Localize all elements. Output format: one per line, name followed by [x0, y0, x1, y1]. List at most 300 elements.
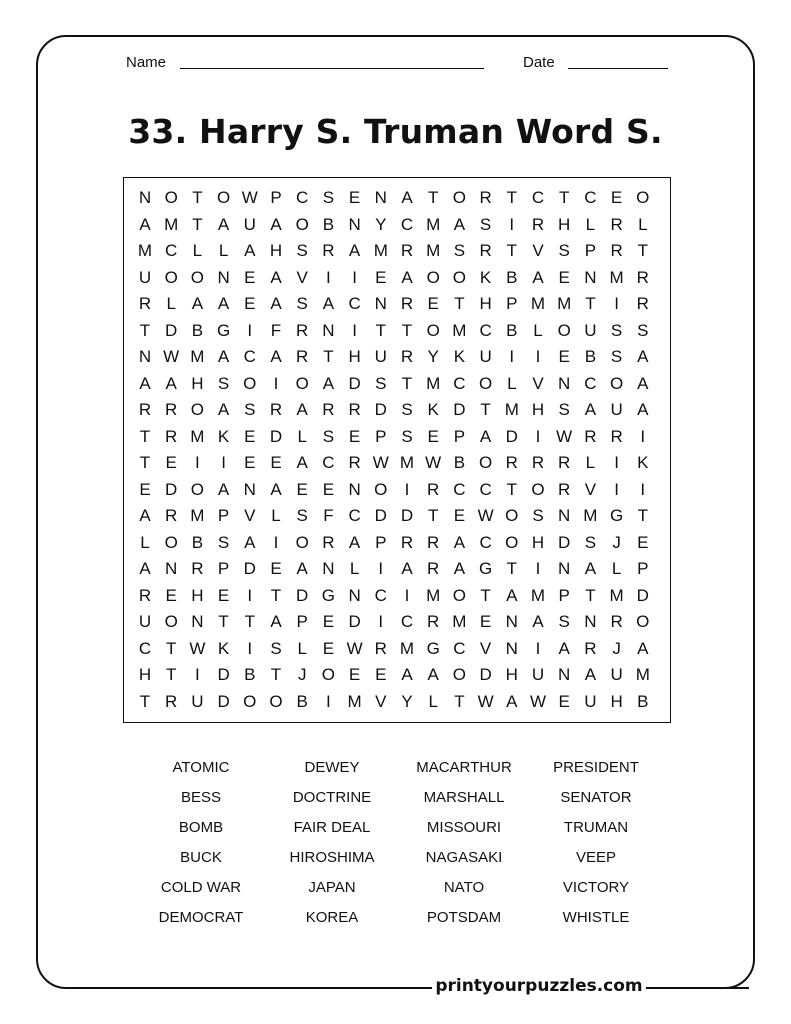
grid-letter[interactable]: P [217, 559, 230, 578]
grid-letter[interactable]: C [374, 585, 387, 605]
grid-letter[interactable]: E [322, 638, 335, 658]
grid-letter[interactable]: M [583, 506, 598, 525]
grid-letter[interactable]: I [247, 585, 253, 605]
grid-letter[interactable]: R [531, 214, 545, 234]
grid-letter[interactable]: A [584, 400, 597, 419]
grid-letter[interactable]: B [296, 691, 308, 711]
grid-letter[interactable]: M [399, 638, 415, 658]
grid-letter[interactable]: D [296, 585, 309, 605]
grid-letter[interactable]: L [507, 373, 517, 393]
grid-letter[interactable]: Y [401, 691, 413, 711]
grid-letter[interactable]: E [348, 426, 361, 446]
grid-letter[interactable]: N [374, 294, 387, 313]
grid-letter[interactable]: A [322, 373, 335, 393]
grid-letter[interactable]: D [505, 426, 518, 446]
grid-letter[interactable]: K [453, 347, 466, 366]
grid-letter[interactable]: R [610, 426, 623, 446]
grid-letter[interactable]: S [401, 426, 413, 446]
grid-letter[interactable]: C [138, 638, 152, 658]
grid-letter[interactable]: I [614, 294, 619, 313]
grid-letter[interactable]: A [453, 559, 466, 578]
grid-letter[interactable]: H [479, 294, 492, 313]
grid-letter[interactable]: T [139, 453, 151, 472]
grid-letter[interactable]: S [322, 426, 335, 446]
grid-letter[interactable]: D [374, 506, 387, 525]
grid-letter[interactable]: A [584, 559, 597, 578]
grid-letter[interactable]: M [399, 453, 415, 472]
grid-letter[interactable]: T [270, 585, 282, 605]
grid-letter[interactable]: R [610, 612, 623, 631]
grid-letter[interactable]: R [138, 400, 152, 419]
grid-letter[interactable]: I [247, 638, 253, 658]
grid-letter[interactable]: N [348, 479, 361, 499]
grid-letter[interactable]: A [244, 532, 256, 552]
grid-letter[interactable]: I [535, 347, 541, 366]
grid-letter[interactable]: C [400, 612, 414, 631]
grid-letter[interactable]: E [427, 294, 439, 313]
grid-letter[interactable]: P [375, 426, 387, 446]
grid-letter[interactable]: H [191, 585, 204, 605]
grid-letter[interactable]: E [558, 691, 570, 711]
grid-letter[interactable]: A [217, 479, 230, 499]
grid-letter[interactable]: S [453, 241, 466, 260]
grid-letter[interactable]: M [530, 294, 546, 313]
grid-letter[interactable]: F [270, 320, 282, 340]
grid-letter[interactable]: U [610, 665, 623, 684]
grid-letter[interactable]: A [401, 188, 413, 207]
grid-letter[interactable]: S [375, 373, 387, 393]
grid-letter[interactable]: A [637, 373, 649, 393]
grid-letter[interactable]: R [558, 479, 571, 499]
grid-letter[interactable]: I [326, 267, 331, 287]
grid-letter[interactable]: B [322, 214, 335, 234]
grid-letter[interactable]: A [270, 267, 282, 287]
grid-letter[interactable]: R [558, 453, 571, 472]
grid-letter[interactable]: D [453, 400, 466, 419]
grid-letter[interactable]: C [479, 532, 492, 552]
grid-letter[interactable]: C [584, 188, 597, 207]
grid-letter[interactable]: R [636, 294, 649, 313]
grid-letter[interactable]: E [375, 267, 387, 287]
grid-letter[interactable]: P [637, 559, 649, 578]
grid-letter[interactable]: E [165, 585, 177, 605]
grid-letter[interactable]: E [244, 267, 256, 287]
grid-letter[interactable]: C [479, 479, 492, 499]
grid-letter[interactable]: L [585, 453, 596, 472]
grid-letter[interactable]: O [452, 665, 466, 684]
grid-letter[interactable]: T [454, 294, 465, 313]
grid-letter[interactable]: T [585, 585, 596, 605]
grid-letter[interactable]: R [296, 320, 309, 340]
grid-letter[interactable]: E [375, 665, 387, 684]
grid-letter[interactable]: S [637, 320, 649, 340]
grid-letter[interactable]: O [452, 267, 466, 287]
grid-letter[interactable]: H [558, 214, 571, 234]
grid-letter[interactable]: N [558, 665, 571, 684]
grid-letter[interactable]: R [348, 453, 361, 472]
grid-letter[interactable]: T [585, 294, 596, 313]
grid-letter[interactable]: D [636, 585, 649, 605]
grid-letter[interactable]: N [348, 214, 361, 234]
grid-letter[interactable]: O [164, 188, 178, 207]
grid-letter[interactable]: E [244, 426, 256, 446]
grid-letter[interactable]: O [426, 267, 440, 287]
grid-letter[interactable]: P [217, 506, 230, 525]
grid-letter[interactable]: M [426, 214, 441, 234]
grid-letter[interactable]: A [506, 585, 518, 605]
grid-letter[interactable]: A [558, 638, 570, 658]
grid-letter[interactable]: T [637, 506, 648, 525]
grid-letter[interactable]: T [218, 612, 229, 631]
grid-letter[interactable]: H [269, 241, 283, 260]
grid-letter[interactable]: A [270, 294, 282, 313]
grid-letter[interactable]: T [192, 214, 203, 234]
grid-letter[interactable]: D [165, 479, 178, 499]
grid-letter[interactable]: R [374, 638, 387, 658]
grid-letter[interactable]: M [373, 241, 388, 260]
grid-letter[interactable]: D [400, 506, 414, 525]
grid-letter[interactable]: M [137, 241, 153, 260]
grid-letter[interactable]: G [478, 559, 493, 578]
grid-letter[interactable]: D [217, 665, 230, 684]
grid-letter[interactable]: O [164, 612, 178, 631]
grid-letter[interactable]: C [531, 188, 545, 207]
grid-letter[interactable]: T [480, 585, 491, 605]
grid-letter[interactable]: E [270, 559, 282, 578]
grid-letter[interactable]: O [374, 479, 388, 499]
grid-letter[interactable]: S [217, 532, 230, 552]
grid-letter[interactable]: B [244, 665, 256, 684]
grid-letter[interactable]: R [322, 532, 335, 552]
grid-letter[interactable]: R [427, 532, 440, 552]
grid-letter[interactable]: M [426, 373, 441, 393]
grid-letter[interactable]: P [270, 188, 282, 207]
grid-letter[interactable]: A [453, 214, 466, 234]
grid-letter[interactable]: W [189, 638, 206, 658]
grid-letter[interactable]: O [426, 320, 440, 340]
grid-letter[interactable]: E [427, 426, 439, 446]
grid-letter[interactable]: R [636, 267, 649, 287]
grid-letter[interactable]: G [216, 320, 231, 340]
grid-letter[interactable]: A [322, 294, 335, 313]
grid-letter[interactable]: R [138, 294, 152, 313]
grid-letter[interactable]: R [610, 214, 623, 234]
grid-letter[interactable]: L [533, 320, 543, 340]
grid-letter[interactable]: E [322, 612, 335, 631]
grid-letter[interactable]: O [557, 320, 571, 340]
grid-letter[interactable]: T [454, 691, 465, 711]
grid-letter[interactable]: R [479, 241, 492, 260]
grid-letter[interactable]: L [140, 532, 150, 552]
grid-letter[interactable]: O [164, 267, 178, 287]
grid-letter[interactable]: R [584, 426, 597, 446]
grid-letter[interactable]: E [348, 188, 361, 207]
grid-letter[interactable]: U [138, 612, 152, 631]
grid-letter[interactable]: E [637, 532, 649, 552]
grid-letter[interactable]: S [244, 400, 256, 419]
grid-letter[interactable]: W [556, 426, 573, 446]
grid-letter[interactable]: A [637, 400, 649, 419]
grid-letter[interactable]: O [321, 665, 335, 684]
grid-letter[interactable]: N [584, 267, 597, 287]
grid-letter[interactable]: M [164, 214, 179, 234]
grid-letter[interactable]: G [426, 638, 440, 658]
grid-letter[interactable]: R [427, 612, 440, 631]
grid-letter[interactable]: M [190, 426, 205, 446]
grid-letter[interactable]: T [506, 479, 517, 499]
grid-letter[interactable]: I [535, 559, 541, 578]
grid-letter[interactable]: A [296, 400, 308, 419]
grid-letter[interactable]: R [296, 347, 309, 366]
grid-letter[interactable]: M [190, 506, 205, 525]
grid-letter[interactable]: S [558, 400, 570, 419]
grid-letter[interactable]: R [138, 585, 152, 605]
grid-letter[interactable]: A [270, 347, 282, 366]
grid-letter[interactable]: D [479, 665, 492, 684]
grid-letter[interactable]: I [509, 347, 515, 366]
grid-letter[interactable]: V [296, 267, 308, 287]
grid-letter[interactable]: W [425, 453, 442, 472]
grid-letter[interactable]: A [139, 506, 151, 525]
grid-letter[interactable]: P [558, 585, 570, 605]
grid-letter[interactable]: V [375, 691, 387, 711]
grid-letter[interactable]: N [191, 612, 204, 631]
grid-letter[interactable]: H [505, 665, 518, 684]
grid-letter[interactable]: S [532, 506, 544, 525]
grid-letter[interactable]: A [270, 479, 282, 499]
grid-letter[interactable]: U [584, 320, 597, 340]
grid-letter[interactable]: I [378, 559, 384, 578]
grid-letter[interactable]: U [191, 691, 204, 711]
grid-letter[interactable]: O [478, 373, 493, 393]
grid-letter[interactable]: M [347, 691, 362, 711]
grid-letter[interactable]: A [532, 267, 544, 287]
grid-letter[interactable]: R [427, 559, 440, 578]
grid-letter[interactable]: W [529, 691, 547, 711]
grid-letter[interactable]: O [452, 585, 466, 605]
grid-letter[interactable]: L [638, 214, 648, 234]
grid-letter[interactable]: R [348, 400, 361, 419]
grid-letter[interactable]: I [535, 426, 541, 446]
grid-letter[interactable]: O [478, 453, 493, 472]
grid-letter[interactable]: L [271, 506, 281, 525]
grid-letter[interactable]: N [584, 612, 597, 631]
grid-letter[interactable]: O [190, 479, 204, 499]
grid-letter[interactable]: T [427, 506, 439, 525]
grid-letter[interactable]: E [244, 294, 256, 313]
grid-letter[interactable]: R [165, 426, 178, 446]
grid-letter[interactable]: A [401, 267, 413, 287]
grid-letter[interactable]: R [400, 532, 414, 552]
grid-letter[interactable]: A [296, 559, 308, 578]
grid-letter[interactable]: V [244, 506, 256, 525]
grid-letter[interactable]: M [530, 585, 546, 605]
name-field[interactable] [180, 68, 484, 69]
grid-letter[interactable]: H [138, 665, 152, 684]
grid-letter[interactable]: I [509, 214, 515, 234]
grid-letter[interactable]: E [348, 665, 361, 684]
grid-letter[interactable]: I [273, 532, 279, 552]
grid-letter[interactable]: W [163, 347, 180, 366]
grid-letter[interactable]: T [244, 612, 255, 631]
grid-letter[interactable]: I [640, 426, 646, 446]
grid-letter[interactable]: P [375, 532, 387, 552]
grid-letter[interactable]: S [558, 612, 570, 631]
grid-letter[interactable]: B [191, 320, 204, 340]
grid-letter[interactable]: O [609, 373, 624, 393]
grid-letter[interactable]: R [400, 241, 414, 260]
grid-letter[interactable]: T [506, 188, 517, 207]
grid-letter[interactable]: R [165, 506, 178, 525]
grid-letter[interactable]: J [612, 638, 621, 658]
grid-letter[interactable]: E [322, 479, 335, 499]
grid-letter[interactable]: D [269, 426, 283, 446]
grid-letter[interactable]: I [352, 267, 357, 287]
grid-letter[interactable]: I [247, 320, 253, 340]
grid-letter[interactable]: D [348, 373, 361, 393]
grid-letter[interactable]: A [217, 214, 230, 234]
grid-letter[interactable]: P [296, 612, 308, 631]
grid-letter[interactable]: T [401, 373, 413, 393]
grid-letter[interactable]: G [609, 506, 624, 525]
grid-letter[interactable]: A [270, 612, 282, 631]
grid-letter[interactable]: T [323, 347, 334, 366]
grid-letter[interactable]: A [139, 559, 151, 578]
grid-letter[interactable]: R [479, 188, 492, 207]
grid-letter[interactable]: T [165, 638, 177, 658]
grid-letter[interactable]: T [139, 691, 151, 711]
grid-letter[interactable]: R [165, 691, 178, 711]
grid-letter[interactable]: M [190, 347, 205, 366]
grid-letter[interactable]: H [610, 691, 623, 711]
grid-letter[interactable]: K [479, 267, 492, 287]
grid-letter[interactable]: L [349, 559, 360, 578]
grid-letter[interactable]: A [401, 559, 413, 578]
grid-letter[interactable]: E [165, 453, 177, 472]
grid-letter[interactable]: A [139, 373, 151, 393]
grid-letter[interactable]: I [614, 453, 619, 472]
grid-letter[interactable]: N [505, 612, 518, 631]
grid-letter[interactable]: A [270, 214, 282, 234]
grid-letter[interactable]: O [505, 532, 519, 552]
grid-letter[interactable]: I [352, 320, 357, 340]
grid-letter[interactable]: W [241, 188, 258, 207]
grid-letter[interactable]: T [480, 400, 491, 419]
grid-letter[interactable]: D [374, 400, 387, 419]
grid-letter[interactable]: U [531, 665, 545, 684]
grid-letter[interactable]: N [165, 559, 178, 578]
grid-letter[interactable]: P [584, 241, 597, 260]
grid-letter[interactable]: E [217, 585, 230, 605]
grid-letter[interactable]: S [296, 506, 308, 525]
grid-letter[interactable]: C [165, 241, 178, 260]
grid-letter[interactable]: A [479, 426, 492, 446]
grid-letter[interactable]: R [322, 400, 335, 419]
grid-letter[interactable]: E [558, 347, 570, 366]
grid-letter[interactable]: Y [375, 214, 387, 234]
grid-letter[interactable]: L [218, 241, 229, 260]
grid-letter[interactable]: O [243, 373, 257, 393]
grid-letter[interactable]: C [243, 347, 256, 366]
grid-letter[interactable]: O [295, 532, 309, 552]
grid-letter[interactable]: C [479, 320, 492, 340]
grid-letter[interactable]: I [640, 479, 646, 499]
grid-letter[interactable]: D [348, 612, 361, 631]
grid-letter[interactable]: U [374, 347, 387, 366]
grid-letter[interactable]: T [637, 241, 648, 260]
grid-letter[interactable]: E [270, 453, 282, 472]
grid-letter[interactable]: B [584, 347, 597, 366]
grid-letter[interactable]: E [296, 479, 308, 499]
grid-letter[interactable]: T [165, 665, 177, 684]
grid-letter[interactable]: M [635, 665, 650, 684]
grid-letter[interactable]: M [504, 400, 519, 419]
grid-letter[interactable]: A [348, 532, 361, 552]
grid-letter[interactable]: L [611, 559, 622, 578]
grid-letter[interactable]: G [321, 585, 335, 605]
grid-letter[interactable]: O [636, 188, 650, 207]
grid-letter[interactable]: E [558, 267, 570, 287]
grid-letter[interactable]: T [506, 241, 517, 260]
grid-letter[interactable]: M [609, 267, 624, 287]
grid-letter[interactable]: V [532, 373, 544, 393]
grid-letter[interactable]: L [428, 691, 438, 711]
grid-letter[interactable]: C [296, 188, 309, 207]
grid-letter[interactable]: H [191, 373, 204, 393]
grid-letter[interactable]: A [401, 665, 413, 684]
grid-letter[interactable]: C [348, 506, 361, 525]
grid-letter[interactable]: M [557, 294, 572, 313]
grid-letter[interactable]: U [479, 347, 492, 366]
grid-letter[interactable]: T [192, 188, 203, 207]
grid-letter[interactable]: M [609, 585, 624, 605]
grid-letter[interactable]: T [270, 665, 282, 684]
grid-letter[interactable]: B [506, 267, 518, 287]
grid-letter[interactable]: L [585, 214, 596, 234]
grid-letter[interactable]: B [637, 691, 649, 711]
grid-letter[interactable]: W [346, 638, 363, 658]
grid-letter[interactable]: E [610, 188, 623, 207]
grid-letter[interactable]: A [217, 347, 230, 366]
grid-letter[interactable]: C [322, 453, 335, 472]
grid-letter[interactable]: D [243, 559, 256, 578]
grid-letter[interactable]: A [191, 294, 204, 313]
grid-letter[interactable]: B [506, 320, 518, 340]
grid-letter[interactable]: I [535, 638, 541, 658]
grid-letter[interactable]: E [244, 453, 256, 472]
grid-letter[interactable]: N [348, 585, 361, 605]
grid-letter[interactable]: F [323, 506, 334, 525]
grid-letter[interactable]: O [531, 479, 545, 499]
grid-letter[interactable]: A [427, 665, 439, 684]
grid-letter[interactable]: L [297, 426, 307, 446]
grid-letter[interactable]: A [453, 532, 466, 552]
grid-letter[interactable]: N [138, 347, 152, 366]
grid-letter[interactable]: W [477, 691, 494, 711]
grid-letter[interactable]: N [374, 188, 387, 207]
grid-letter[interactable]: O [190, 400, 204, 419]
grid-letter[interactable]: O [636, 612, 650, 631]
grid-letter[interactable]: S [610, 347, 623, 366]
grid-letter[interactable]: N [138, 188, 152, 207]
grid-letter[interactable]: P [506, 294, 518, 313]
grid-letter[interactable]: H [531, 532, 545, 552]
grid-letter[interactable]: O [295, 214, 309, 234]
date-field[interactable] [568, 68, 668, 69]
grid-letter[interactable]: M [426, 241, 441, 260]
grid-letter[interactable]: O [164, 532, 178, 552]
grid-letter[interactable]: R [165, 400, 178, 419]
